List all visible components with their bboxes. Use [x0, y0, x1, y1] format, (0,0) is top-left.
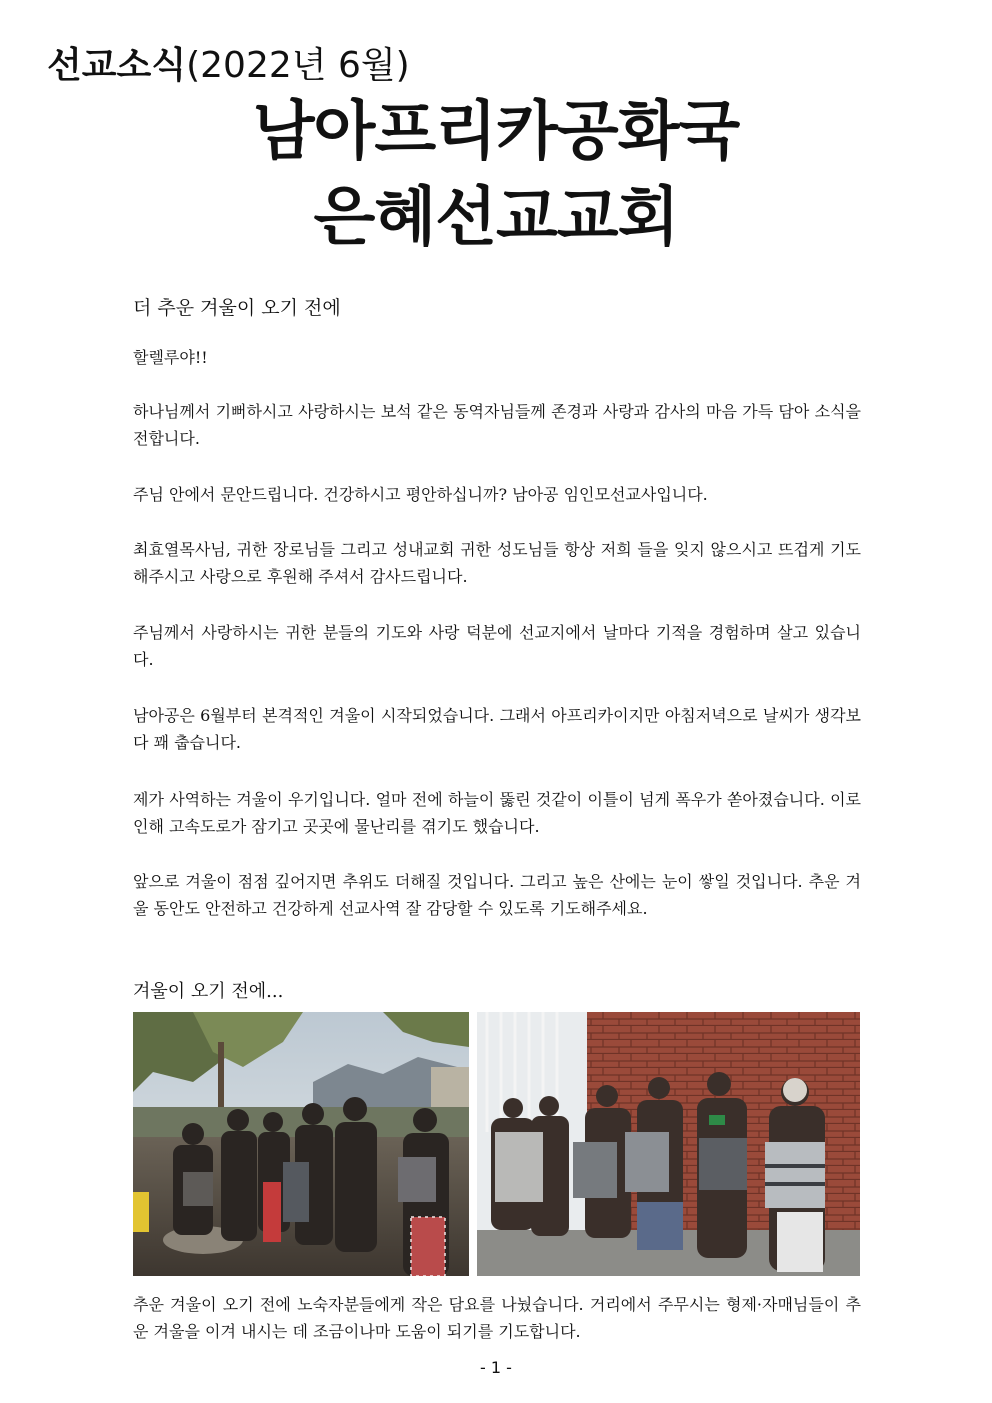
photo-outdoor-group — [133, 1012, 469, 1276]
page-number: - 1 - — [480, 1358, 512, 1377]
paragraph-intro: 하나님께서 기뻐하시고 사랑하시는 보석 같은 동역자님들께 존경과 사랑과 감사의 마음 가득 담아 소식을 전합니다. — [133, 402, 861, 448]
photo-caption: 추운 겨울이 오기 전에 노숙자분들에게 작은 담요를 나눴습니다. 거리에서 주무시는 형제·자매님들이 추운 겨울을 이겨 내시는 데 조금이나마 도움이 되기를 기도합니다. — [133, 1295, 861, 1341]
paragraph-thanks: 최효열목사님, 귀한 장로님들 그리고 성내교회 귀한 성도님들 항상 저희 들을 잊지 않으시고 뜨겁게 기도해주시고 사랑으로 후원해 주셔서 감사드립니다. — [133, 540, 861, 586]
title-church: 은혜선교교회 — [313, 181, 679, 255]
newsletter-label-date: (2022년 6월) — [186, 45, 410, 86]
title-country: 남아프리카공화국 — [252, 95, 740, 169]
paragraph-rain: 제가 사역하는 겨울이 우기입니다. 얼마 전에 하늘이 뚫린 것같이 이틀이 넘게 폭우가 쏟아졌습니다. 이로 인해 고속도로가 잠기고 곳곳에 물난리를 겪기도 했습니다. — [133, 790, 861, 836]
paragraph-prayer: 앞으로 겨울이 점점 깊어지면 추위도 더해질 것입니다. 그리고 높은 산에는 눈이 쌓일 것입니다. 추운 겨울 동안도 안전하고 건강하게 선교사역 잘 감당할 수 있도록 기도해주세요. — [133, 872, 861, 918]
newsletter-label-bold: 선교소식 — [47, 45, 187, 86]
photo-brick-wall-group — [477, 1012, 860, 1276]
letter-subtitle: 더 추운 겨울이 오기 전에 — [133, 297, 341, 319]
paragraph-winter-start: 남아공은 6월부터 본격적인 겨울이 시작되었습니다. 그래서 아프리카이지만 아침저녁으로 날씨가 생각보다 꽤 춥습니다. — [133, 706, 861, 752]
section-title: 겨울이 오기 전에... — [133, 981, 284, 1002]
paragraph-miracles: 주님께서 사랑하시는 귀한 분들의 기도와 사랑 덕분에 선교지에서 날마다 기적을 경험하며 살고 있습니다. — [133, 623, 861, 669]
paragraph-greeting: 할렐루야!! — [133, 348, 208, 367]
paragraph-salutation: 주님 안에서 문안드립니다. 건강하시고 평안하십니까? 남아공 임인모선교사입니다. — [133, 485, 708, 504]
newsletter-label — [47, 42, 410, 90]
